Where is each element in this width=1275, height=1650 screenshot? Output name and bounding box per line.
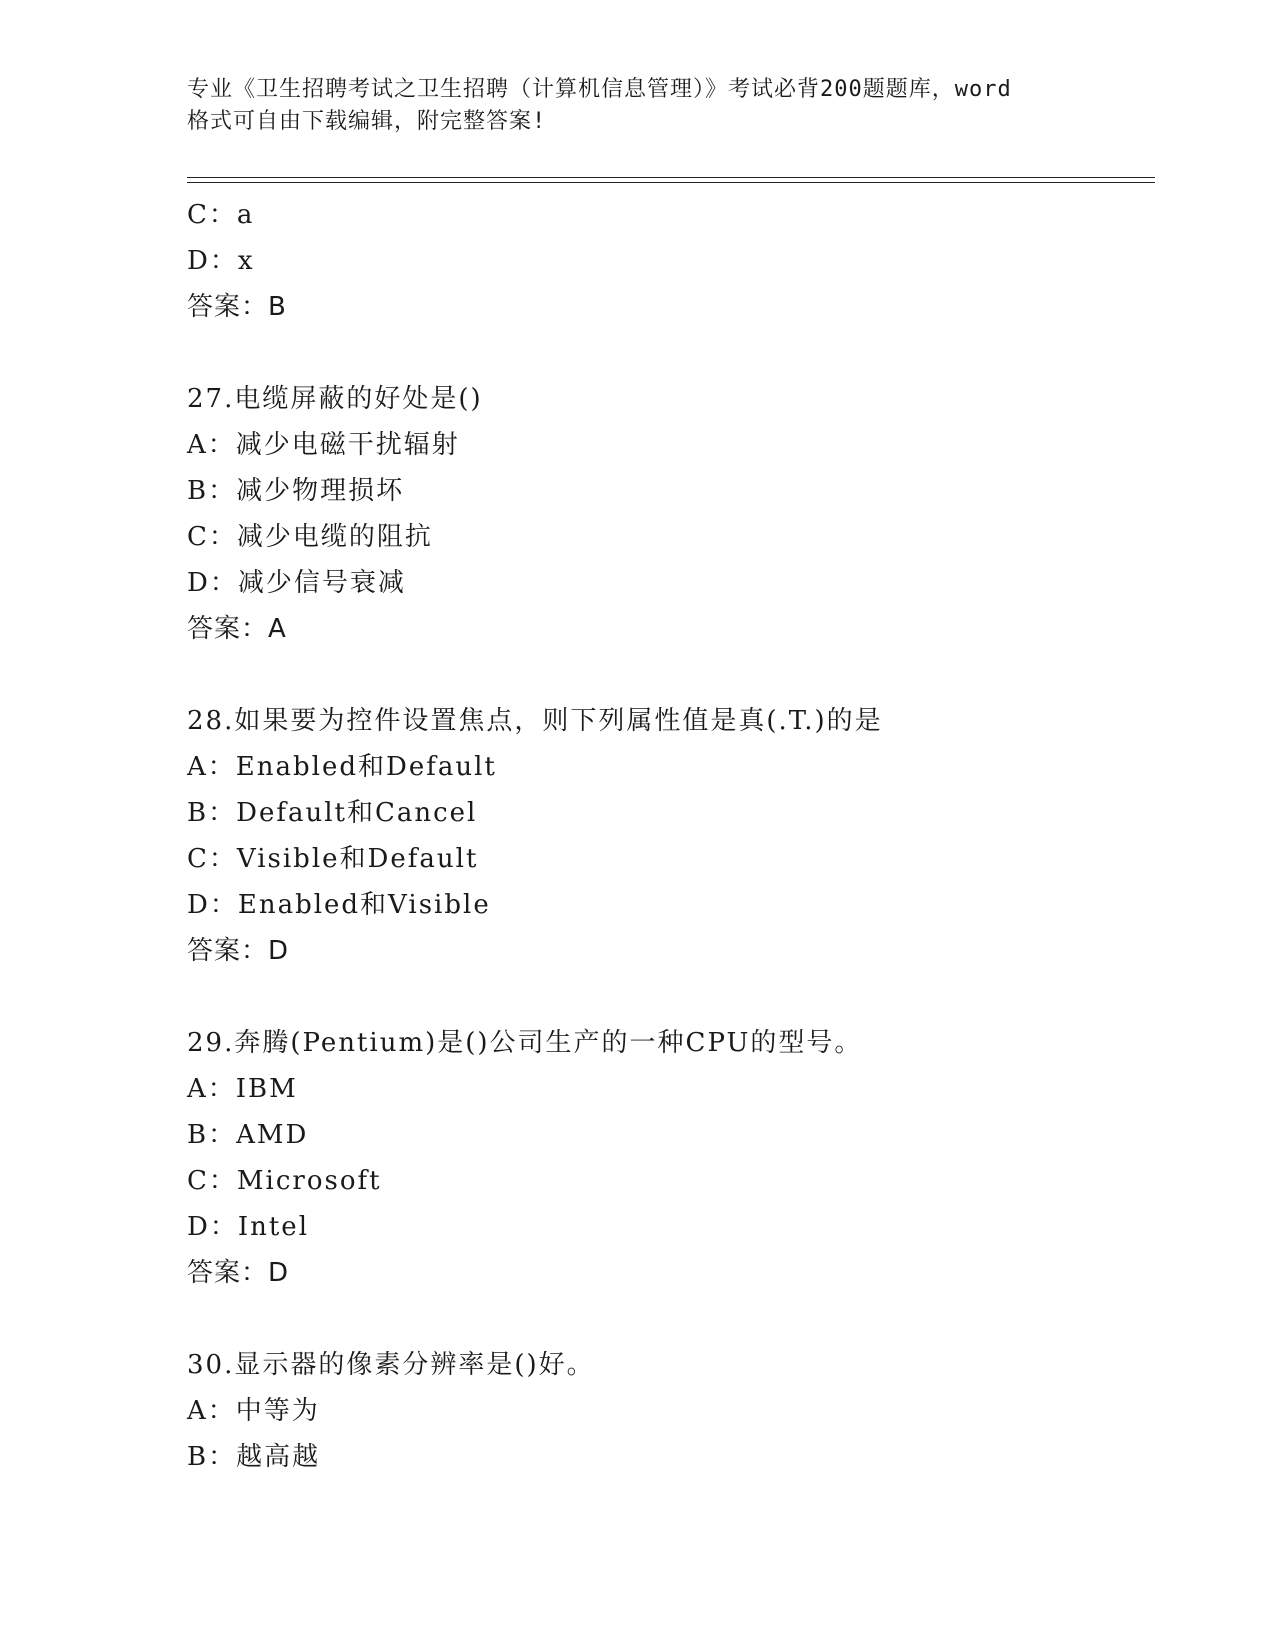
option-a: A：中等为 bbox=[187, 1396, 320, 1426]
option-d: D：Enabled和Visible bbox=[187, 890, 491, 920]
answer-line: 答案：A bbox=[187, 614, 287, 644]
option-c: C：Visible和Default bbox=[187, 844, 479, 874]
spacer bbox=[187, 652, 1147, 698]
spacer bbox=[187, 330, 1147, 376]
answer-line: 答案：D bbox=[187, 936, 290, 966]
option-c: C：Microsoft bbox=[187, 1166, 382, 1196]
question-stem: 27.电缆屏蔽的好处是() bbox=[187, 384, 483, 414]
header-divider-bottom bbox=[187, 182, 1155, 183]
document-header bbox=[187, 74, 1087, 138]
option-a: A：IBM bbox=[187, 1074, 298, 1104]
spacer bbox=[187, 974, 1147, 1020]
answer-line: 答案：B bbox=[187, 292, 287, 322]
question-stem: 30.显示器的像素分辨率是()好。 bbox=[187, 1350, 595, 1380]
option-b: B：AMD bbox=[187, 1120, 309, 1150]
header-line-2: 格式可自由下载编辑，附完整答案! bbox=[187, 109, 547, 134]
question-stem: 28.如果要为控件设置焦点，则下列属性值是真(.T.)的是 bbox=[187, 706, 883, 736]
option-c: C：a bbox=[187, 200, 255, 230]
header-divider-top bbox=[187, 177, 1155, 178]
question-continuation bbox=[187, 192, 1147, 330]
option-d: D：减少信号衰减 bbox=[187, 568, 406, 598]
answer-line: 答案：D bbox=[187, 1258, 290, 1288]
question-27 bbox=[187, 376, 1147, 652]
question-stem: 29.奔腾(Pentium)是()公司生产的一种CPU的型号。 bbox=[187, 1028, 863, 1058]
question-30 bbox=[187, 1342, 1147, 1480]
option-a: A：减少电磁干扰辐射 bbox=[187, 430, 460, 460]
question-list bbox=[187, 192, 1147, 1480]
question-28 bbox=[187, 698, 1147, 974]
option-b: B：Default和Cancel bbox=[187, 798, 478, 828]
option-b: B：越高越 bbox=[187, 1442, 321, 1472]
option-a: A：Enabled和Default bbox=[187, 752, 497, 782]
option-c: C：减少电缆的阻抗 bbox=[187, 522, 433, 552]
option-b: B：减少物理损坏 bbox=[187, 476, 405, 506]
header-line-1: 专业《卫生招聘考试之卫生招聘（计算机信息管理）》考试必背200题题库，word bbox=[187, 77, 1012, 102]
option-d: D：Intel bbox=[187, 1212, 310, 1242]
spacer bbox=[187, 1296, 1147, 1342]
option-d: D：x bbox=[187, 246, 255, 276]
question-29 bbox=[187, 1020, 1147, 1296]
